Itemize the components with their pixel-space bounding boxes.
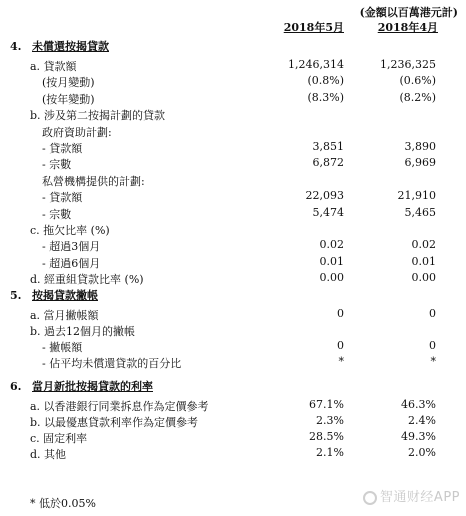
row-label: a. 以香港銀行同業拆息作為定價參考 — [30, 400, 209, 413]
table-row — [0, 255, 466, 271]
value-may: 0.02 — [319, 238, 344, 252]
table-row — [0, 307, 466, 323]
column-header-april: 2018年4月 — [377, 21, 438, 34]
footnote: * 低於0.05% — [30, 497, 96, 510]
column-header-may: 2018年5月 — [283, 21, 344, 34]
section-number: 4. — [10, 40, 22, 53]
row-label: b. 以最優惠貸款利率作為定價參考 — [30, 416, 199, 429]
section-number: 5. — [10, 289, 22, 302]
value-may: 0 — [337, 307, 344, 320]
table-row — [0, 58, 466, 74]
table-row — [0, 323, 466, 339]
table-row — [0, 430, 466, 446]
section-title: 按揭貸款撇帳 — [32, 289, 98, 302]
watermark — [363, 486, 460, 505]
value-april: 0 — [429, 307, 436, 320]
value-may: 2.3% — [316, 414, 344, 427]
value-april: 6,969 — [404, 156, 436, 170]
value-may: 22,093 — [305, 189, 344, 203]
table-row — [0, 173, 466, 189]
table-row — [0, 414, 466, 430]
value-april: 0 — [429, 339, 436, 352]
row-label: - 佔平均未償還貸款的百分比 — [42, 357, 182, 370]
value-may: 67.1% — [309, 398, 344, 411]
watermark-text: 智通财经APP — [379, 490, 460, 505]
row-label: d. 其他 — [30, 448, 67, 461]
table-row — [0, 446, 466, 462]
value-april: * — [430, 355, 436, 368]
section-heading — [10, 38, 109, 54]
section-number: 6. — [10, 380, 22, 393]
value-april: 2.0% — [408, 446, 436, 459]
row-label: 私營機構提供的計劃: — [42, 174, 145, 188]
section-title: 當月新批按揭貸款的利率 — [32, 380, 153, 393]
row-label: 政府資助計劃: — [42, 125, 112, 139]
row-label: - 超過3個月 — [42, 240, 101, 254]
table-row — [0, 124, 466, 140]
table-row — [0, 222, 466, 238]
table-row — [0, 91, 466, 107]
value-may: 0.00 — [319, 271, 344, 285]
row-label: (按月變動) — [42, 76, 95, 90]
value-april: (8.2%) — [399, 90, 436, 104]
table-row — [0, 140, 466, 156]
watermark-logo-icon — [363, 491, 377, 505]
value-may: (0.8%) — [307, 74, 344, 88]
value-april: 1,236,325 — [380, 58, 436, 71]
row-label: a. 當月撇帳額 — [30, 309, 99, 322]
row-label: - 超過6個月 — [42, 256, 101, 270]
unit-note: (金額以百萬港元計) — [359, 6, 458, 19]
table-row — [0, 156, 466, 172]
value-april: 46.3% — [401, 398, 436, 411]
value-april: 0.00 — [411, 271, 436, 285]
value-april: (0.6%) — [399, 74, 436, 88]
value-may: 0 — [337, 339, 344, 352]
value-may: 6,872 — [312, 156, 344, 170]
table-row — [0, 189, 466, 205]
table-row — [0, 74, 466, 90]
value-may: 28.5% — [309, 430, 344, 443]
value-april: 21,910 — [397, 189, 436, 203]
table-row — [0, 355, 466, 371]
row-label: - 宗數 — [42, 158, 72, 172]
section-heading — [10, 287, 98, 303]
row-label: - 貸款額 — [42, 191, 83, 205]
row-label: - 宗數 — [42, 207, 72, 221]
row-label: - 撇帳額 — [42, 341, 83, 354]
value-april: 0.02 — [411, 238, 436, 252]
row-label: (按年變動) — [42, 92, 95, 106]
table-row — [0, 107, 466, 123]
row-label: c. 拖欠比率 (%) — [30, 224, 110, 237]
value-may: * — [338, 355, 344, 368]
row-label: d. 經重組貸款比率 (%) — [30, 273, 144, 287]
value-april: 3,890 — [404, 140, 436, 153]
value-may: 3,851 — [312, 140, 344, 153]
table-row — [0, 206, 466, 222]
table-row — [0, 238, 466, 254]
row-label: - 貸款額 — [42, 142, 83, 155]
value-may: 2.1% — [316, 446, 344, 459]
value-may: 1,246,314 — [288, 58, 344, 71]
row-label: b. 過去12個月的撇帳 — [30, 325, 136, 338]
section-heading — [10, 378, 153, 394]
value-april: 49.3% — [401, 430, 436, 443]
section-title: 未償還按揭貸款 — [32, 40, 109, 53]
value-april: 0.01 — [411, 254, 436, 268]
value-may: (8.3%) — [307, 90, 344, 104]
table-row — [0, 398, 466, 414]
row-label: c. 固定利率 — [30, 432, 88, 445]
value-april: 2.4% — [408, 414, 436, 427]
row-label: b. 涉及第二按揭計劃的貸款 — [30, 109, 166, 123]
value-may: 5,474 — [312, 205, 344, 219]
value-april: 5,465 — [404, 205, 436, 219]
table-row — [0, 271, 466, 287]
value-may: 0.01 — [319, 254, 344, 268]
table-row — [0, 339, 466, 355]
row-label: a. 貸款額 — [30, 60, 77, 73]
